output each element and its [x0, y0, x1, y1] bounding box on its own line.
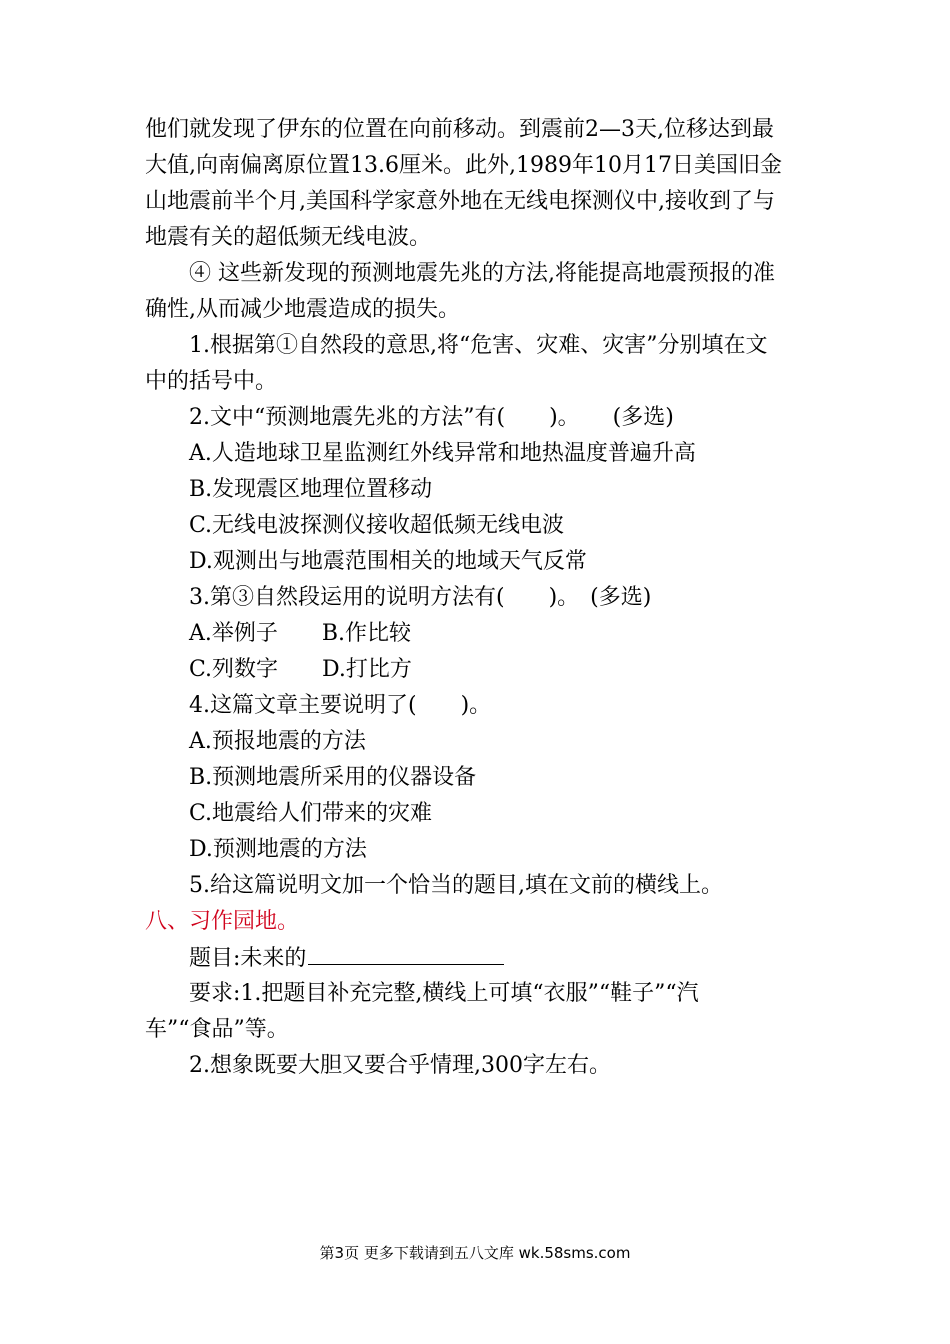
question-2-option-d: D.观测出与地震范围相关的地域天气反常 [189, 549, 587, 574]
question-1: 1.根据第①自然段的意思,将“危害、灾难、灾害”分别填在文 [189, 333, 768, 358]
essay-topic-label: 题目:未来的 [189, 946, 307, 971]
question-3-option-b: B.作比较 [321, 621, 412, 646]
question-4-option-c: C.地震给人们带来的灾难 [189, 801, 433, 826]
question-2-option-c: C.无线电波探测仪接收超低频无线电波 [189, 513, 565, 538]
question-3-option-a: A.举例子 [189, 621, 278, 646]
question-4-option-a: A.预报地震的方法 [189, 729, 366, 754]
section-8-title: 八、习作园地。 [145, 909, 300, 934]
passage-line: 确性,从而减少地震造成的损失。 [145, 297, 460, 322]
essay-topic-blank[interactable] [308, 940, 504, 965]
passage-line: 他们就发现了伊东的位置在向前移动。到震前2—3天,位移达到最 [145, 117, 774, 142]
question-3-options-row-1 [145, 616, 813, 652]
question-3-options-row-2 [145, 652, 813, 688]
essay-topic [145, 940, 813, 976]
essay-requirement-1-cont: 车”“食品”等。 [145, 1017, 289, 1042]
question-3: 3.第③自然段运用的说明方法有( )。 (多选) [189, 585, 652, 610]
question-5: 5.给这篇说明文加一个恰当的题目,填在文前的横线上。 [189, 873, 723, 898]
question-1-cont: 中的括号中。 [145, 369, 278, 394]
question-4: 4.这篇文章主要说明了( )。 [189, 693, 492, 718]
document-body [145, 112, 813, 1084]
passage-line: 地震有关的超低频无线电波。 [145, 225, 432, 250]
page-footer: 第3页 更多下载请到五八文库 wk.58sms.com [319, 1244, 631, 1262]
question-2-option-a: A.人造地球卫星监测红外线异常和地热温度普遍升高 [189, 441, 696, 466]
essay-requirement-2: 2.想象既要大胆又要合乎情理,300字左右。 [189, 1053, 611, 1078]
question-2: 2.文中“预测地震先兆的方法”有( )。 (多选) [189, 405, 674, 430]
question-3-option-d: D.打比方 [322, 657, 412, 682]
passage-line: 大值,向南偏离原位置13.6厘米。此外,1989年10月17日美国旧金 [145, 153, 782, 178]
question-4-option-b: B.预测地震所采用的仪器设备 [189, 765, 477, 790]
question-2-option-b: B.发现震区地理位置移动 [189, 477, 433, 502]
essay-requirement-1: 要求:1.把题目补充完整,横线上可填“衣服”“鞋子”“汽 [189, 981, 699, 1006]
passage-paragraph-4: ④ 这些新发现的预测地震先兆的方法,将能提高地震预报的准 [189, 261, 775, 286]
question-4-option-d: D.预测地震的方法 [189, 837, 367, 862]
question-3-option-c: C.列数字 [189, 657, 279, 682]
passage-line: 山地震前半个月,美国科学家意外地在无线电探测仪中,接收到了与 [145, 189, 775, 214]
